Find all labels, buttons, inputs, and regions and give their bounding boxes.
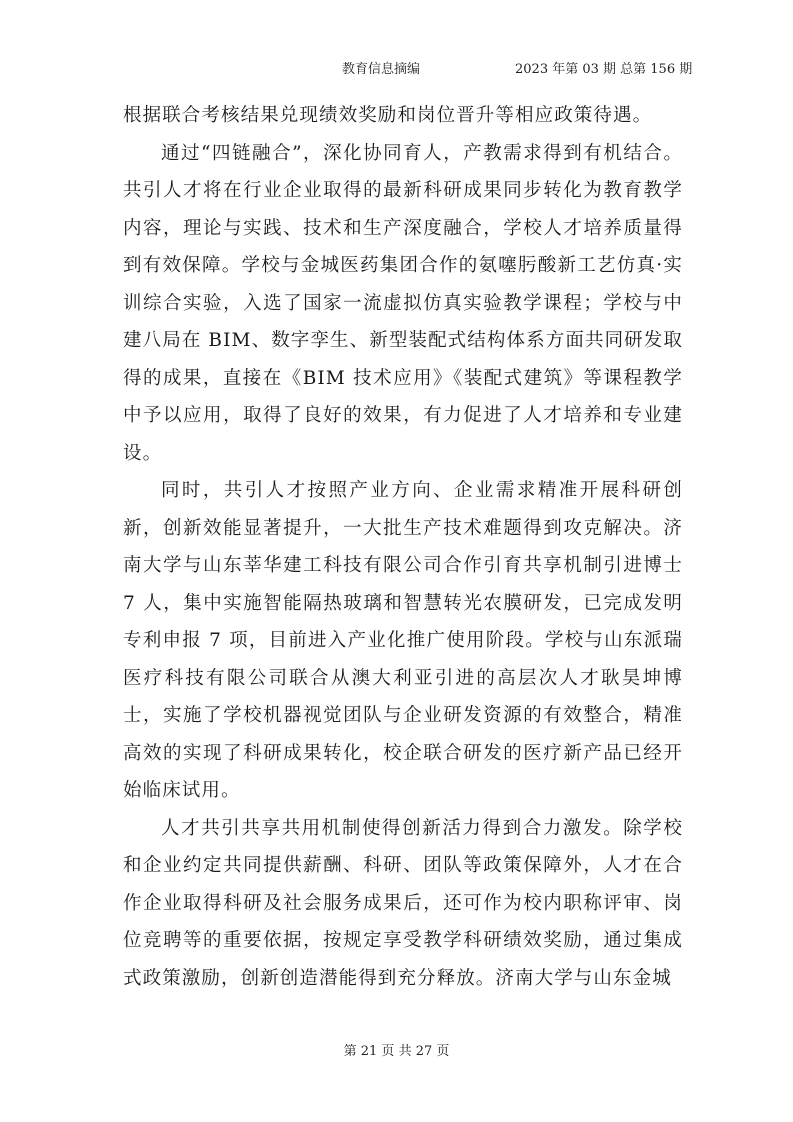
paragraph-incentive-mechanism: 人才共引共享共用机制使得创新活力得到合力激发。除学校和企业约定共同提供薪酬、科研、团队等政策保障外，人才在合作企业取得科研及社会服务成果后，还可作为校内职称评审、岗位竞聘等的重要依据，按规定享受教学科研绩效奖励，通过集成式政策激励，创新创造潜能得到充分释放。济南大学与山东金城 xyxy=(123,817,683,989)
paragraph-continuation: 根据联合考核结果兑现绩效奖励和岗位晋升等相应政策待遇。 xyxy=(123,105,653,126)
page-number: 第 21 页 共 27 页 xyxy=(343,1044,450,1059)
article-body xyxy=(123,97,683,997)
issue-number: 2023 年第 03 期 总第 156 期 xyxy=(515,62,693,77)
journal-title: 教育信息摘编 xyxy=(342,62,421,77)
paragraph-research-innovation: 同时，共引人才按照产业方向、企业需求精准开展科研创新，创新效能显著提升，一大批生产技术难题得到攻克解决。济南大学与山东莘华建工科技有限公司合作引育共享机制引进博士 7 人，集中实施智能隔热玻璃和智慧转光农膜研发，已完成发明专利申报 7 项，目前进入产业化推广使用阶段。学校与山东派瑞医疗科技有限公司联合从澳大利亚引进的高层次人才耿昊坤博士，实施了学校机器视觉团队与企业研发资源的有效整合，精准高效的实现了科研成果转化，校企联合研发的医疗新产品已经开始临床试用。 xyxy=(123,480,683,801)
running-header xyxy=(0,58,793,80)
paragraph-four-chain-integration: 通过“四链融合”，深化协同育人，产教需求得到有机结合。共引人才将在行业企业取得的最新科研成果同步转化为教育教学内容，理论与实践、技术和生产深度融合，学校人才培养质量得到有效保障。学校与金城医药集团合作的氨噻肟酸新工艺仿真·实训综合实验，入选了国家一流虚拟仿真实验教学课程；学校与中建八局在 BIM、数字孪生、新型装配式结构体系方面共同研发取得的成果，直接在《BIM 技术应用》《装配式建筑》等课程教学中予以应用，取得了良好的效果，有力促进了人才培养和专业建设。 xyxy=(123,142,683,464)
